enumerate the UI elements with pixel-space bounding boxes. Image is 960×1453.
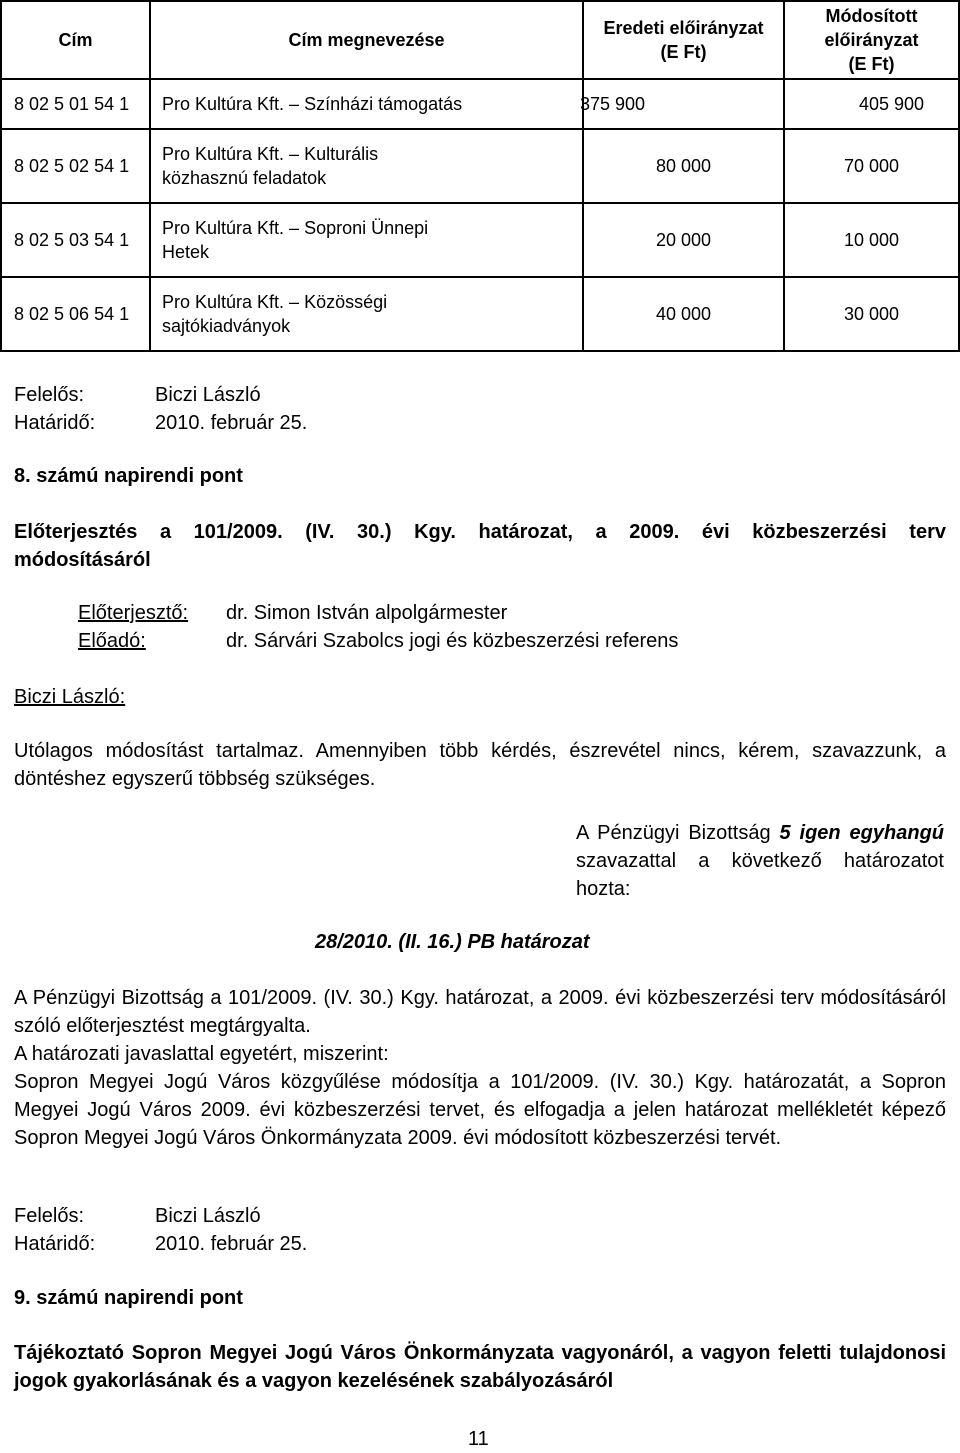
vote-count: 5 igen xyxy=(779,822,841,844)
row-modified xyxy=(784,79,959,129)
row-original: 20 000 xyxy=(583,203,784,277)
header-cim-megnevezese: Cím megnevezése xyxy=(150,1,583,79)
deadline-value: 2010. február 25. xyxy=(155,412,308,434)
page-number: 11 xyxy=(468,1428,489,1450)
responsible-label: Felelős: xyxy=(14,1205,85,1227)
header-eredeti xyxy=(583,1,784,79)
row-modified-value: 405 900 xyxy=(858,94,925,114)
vote-text-a: A Pénzügyi Bizottság xyxy=(576,822,780,844)
table-row xyxy=(1,79,959,129)
resolution-paragraph-3: Sopron Megyei Jogú Város közgyűlése módosítja a 101/2009. (IV. 30.) Kgy. határozatát, a Sopron Megyei Jogú Város 2009. évi közbeszerzési tervet, és elfogadja a jelen határozat mellékletét képező Sopron Megyei Jogú Város Önkormányzata 2009. évi módosított közbeszerzési tervét. xyxy=(14,1071,946,1149)
row-modified: 70 000 xyxy=(784,129,959,203)
presenter-label: Előterjesztő: xyxy=(78,602,189,624)
row-code: 8 02 5 01 54 1 xyxy=(1,79,150,129)
agenda-heading: 9. számú napirendi pont xyxy=(14,1287,243,1309)
row-name-line1: Pro Kultúra Kft. – Színházi támogatás xyxy=(162,94,463,114)
row-code: 8 02 5 06 54 1 xyxy=(1,277,150,351)
row-name-line2: sajtókiadványok xyxy=(162,316,291,336)
row-name xyxy=(150,277,583,351)
agenda-title-line1: Előterjesztés a 101/2009. (IV. 30.) Kgy. határozat, a 2009. évi közbeszerzési terv xyxy=(14,521,946,543)
row-original xyxy=(580,79,784,129)
vote-text-b: szavazattal a következő határozatot hozta: xyxy=(576,850,944,900)
resolution-body xyxy=(14,984,946,1152)
speech-text: Utólagos módosítást tartalmaz. Amennyiben több kérdés, észrevétel nincs, kérem, szavazzunk, a döntéshez egyszerű többség szükséges. xyxy=(14,740,946,790)
row-code: 8 02 5 02 54 1 xyxy=(1,129,150,203)
deadline-value: 2010. február 25. xyxy=(155,1233,308,1255)
agenda-title: Tájékoztató Sopron Megyei Jogú Város Önkormányzata vagyonáról, a vagyon feletti tulajdonosi jogok gyakorlásának és a vagyon kezelésének szabályozásáról xyxy=(14,1342,946,1392)
agenda-title-line2: módosításáról xyxy=(14,549,151,571)
responsible-label: Felelős: xyxy=(14,384,85,406)
row-name xyxy=(150,79,583,129)
row-name-line2: Hetek xyxy=(162,242,210,262)
budget-table xyxy=(0,0,960,352)
agenda-title xyxy=(14,518,946,574)
speaker-value: dr. Sárvári Szabolcs jogi és közbeszerzési referens xyxy=(226,630,679,652)
row-modified: 10 000 xyxy=(784,203,959,277)
table-row xyxy=(1,277,959,351)
table-row xyxy=(1,129,959,203)
row-name-line1: Pro Kultúra Kft. – Soproni Ünnepi xyxy=(162,218,429,238)
header-cim: Cím xyxy=(1,1,150,79)
responsible-value: Biczi László xyxy=(155,384,261,406)
row-original: 40 000 xyxy=(583,277,784,351)
table-row xyxy=(1,203,959,277)
row-name xyxy=(150,129,583,203)
header-modositott-line1: Módosított előirányzat xyxy=(824,6,919,50)
resolution-paragraph-2: A határozati javaslattal egyetért, miszerint: xyxy=(14,1043,389,1065)
row-name xyxy=(150,203,583,277)
vote-text xyxy=(576,819,944,903)
speaker2-label: Biczi László: xyxy=(14,686,126,708)
responsible-value: Biczi László xyxy=(155,1205,261,1227)
deadline-label: Határidő: xyxy=(14,412,96,434)
resolution-title: 28/2010. (II. 16.) PB határozat xyxy=(315,931,590,953)
deadline-label: Határidő: xyxy=(14,1233,96,1255)
header-eredeti-line1: Eredeti előirányzat xyxy=(603,18,764,38)
row-original-value: 375 900 xyxy=(580,94,646,114)
vote-unanimous: egyhangú xyxy=(849,822,944,844)
header-eredeti-line2: (E Ft) xyxy=(660,42,707,62)
row-name-line2: közhasznú feladatok xyxy=(162,168,327,188)
header-modositott-line2: (E Ft) xyxy=(848,54,895,74)
speaker-label: Előadó: xyxy=(78,630,146,652)
table-header-row xyxy=(1,1,959,79)
presenter-value: dr. Simon István alpolgármester xyxy=(226,602,508,624)
row-original: 80 000 xyxy=(583,129,784,203)
row-name-line1: Pro Kultúra Kft. – Kulturális xyxy=(162,144,379,164)
header-modositott xyxy=(784,1,959,79)
row-modified: 30 000 xyxy=(784,277,959,351)
resolution-paragraph-1: A Pénzügyi Bizottság a 101/2009. (IV. 30.) Kgy. határozat, a 2009. évi közbeszerzési terv módosításáról szóló előterjesztést megtárgyalta. xyxy=(14,987,946,1037)
row-code: 8 02 5 03 54 1 xyxy=(1,203,150,277)
row-name-line1: Pro Kultúra Kft. – Közösségi xyxy=(162,292,388,312)
agenda-heading: 8. számú napirendi pont xyxy=(14,465,243,487)
